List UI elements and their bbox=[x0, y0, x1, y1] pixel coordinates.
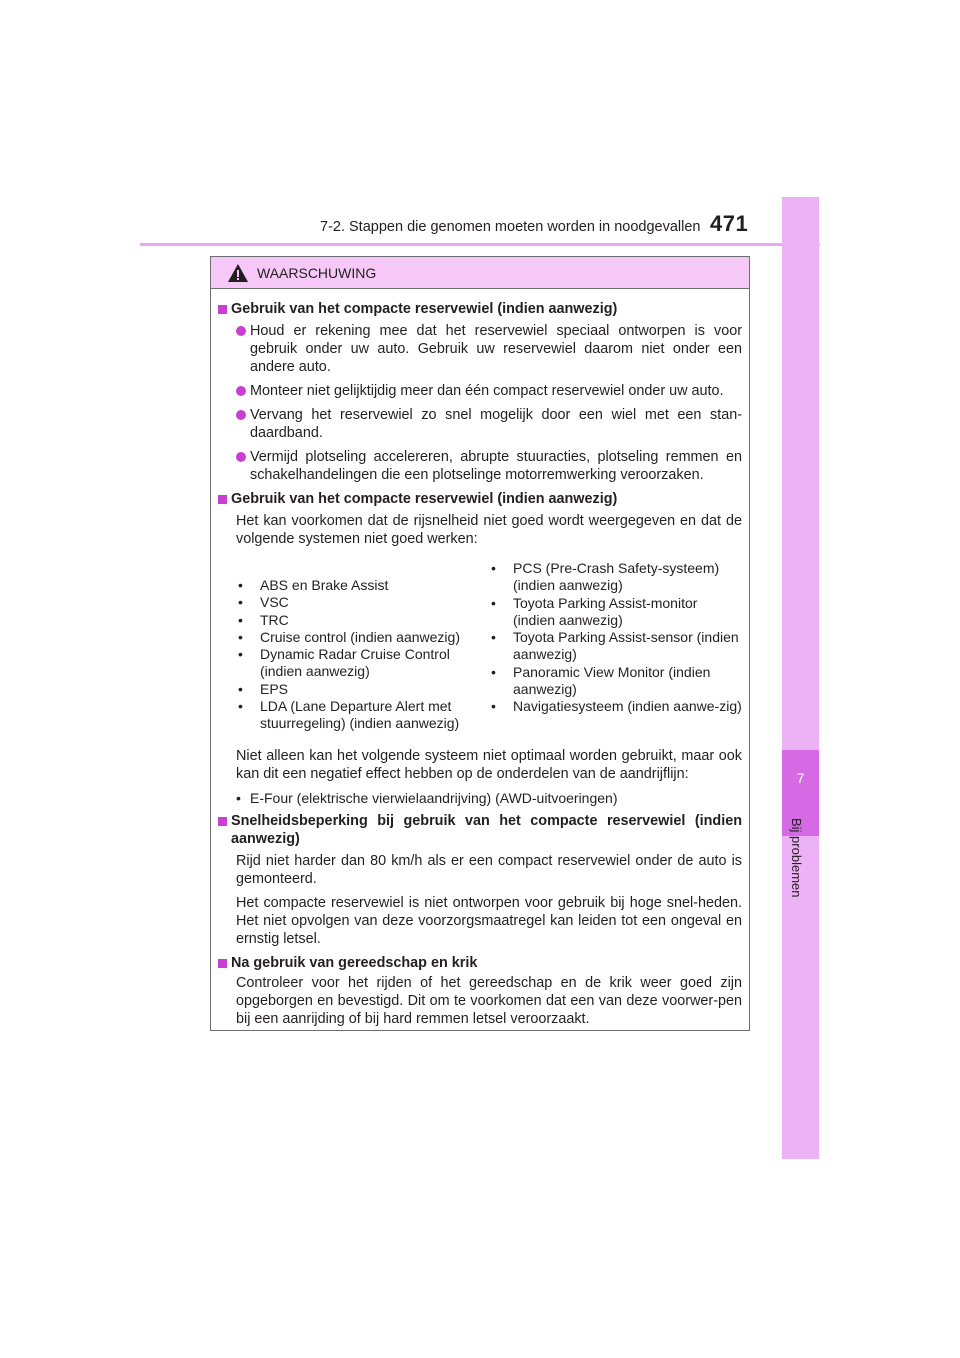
section-title: Gebruik van het compacte reservewiel (indien aanwezig) bbox=[218, 300, 742, 318]
chapter-tab bbox=[782, 197, 819, 1159]
list-item: • Cruise control (indien aanwezig) bbox=[238, 628, 460, 645]
list-item: • Panoramic View Monitor (indien aanwezig) bbox=[491, 663, 711, 698]
list-item: • LDA (Lane Departure Alert met stuurregeling) (indien aanwezig) bbox=[238, 698, 460, 732]
list-item: • E-Four (elektrische vierwielaandrijving) (AWD-uitvoeringen) bbox=[236, 789, 618, 806]
list-item: • VSC bbox=[238, 594, 289, 611]
paragraph: Controleer voor het rijden of het gereedschap en de krik weer goed zijn opgeborgen en bevestigd. Dit om te voorkomen dat een van deze voorwer-pen bij een aanrijding of bij hard remmen letsel veroorzaakt. bbox=[236, 974, 742, 1027]
paragraph: Rijd niet harder dan 80 km/h als er een compact reservewiel onder de auto is gemonteerd. bbox=[236, 852, 742, 887]
list-item: • EPS bbox=[238, 680, 289, 697]
systems-list bbox=[218, 560, 742, 733]
paragraph: Niet alleen kan het volgende systeem niet optimaal worden gebruikt, maar ook kan dit een negatief effect hebben op de onderdelen van de aandrijflijn: bbox=[236, 747, 742, 782]
chapter-label: Bij problemen bbox=[789, 818, 804, 898]
chapter-number: 7 bbox=[796, 770, 805, 786]
warning-body bbox=[211, 289, 749, 1028]
section-title: Na gebruik van gereedschap en krik bbox=[218, 954, 742, 972]
list-item: • Dynamic Radar Cruise Control (indien aanwezig) bbox=[238, 646, 450, 680]
warning-header bbox=[211, 257, 749, 289]
list-item: • Toyota Parking Assist-sensor (indien aanwezig) bbox=[491, 629, 739, 663]
bullet-item: Monteer niet gelijktijdig meer dan één compact reservewiel onder uw auto. bbox=[218, 382, 742, 400]
section-title: Snelheidsbeperking bij gebruik van het compacte reservewiel (indien aanwezig) bbox=[218, 812, 742, 848]
running-header: 7-2. Stappen die genomen moeten worden in noodgevallen bbox=[320, 219, 701, 235]
page-number: 471 bbox=[710, 211, 749, 236]
paragraph: Het compacte reservewiel is niet ontworpen voor gebruik bij hoge snel-heden. Het niet opvolgen van deze voorzorgsmaatregel kan leiden tot een ongeval en ernstig letsel. bbox=[236, 894, 742, 947]
list-item: • TRC bbox=[238, 611, 289, 628]
list-item: • PCS (Pre-Crash Safety-systeem) (indien aanwezig) bbox=[491, 560, 720, 594]
systems-list-left bbox=[236, 560, 489, 733]
bullet-item: Vervang het reservewiel zo snel mogelijk door een wiel met een stan-daardband. bbox=[218, 406, 742, 442]
list-item: • Toyota Parking Assist-monitor (indien aanwezig) bbox=[491, 594, 698, 628]
warning-box bbox=[210, 256, 750, 1031]
header-rule bbox=[140, 243, 820, 246]
bullet-item: Vermijd plotseling accelereren, abrupte stuuracties, plotseling remmen en schakelhandelingen die een plotselinge motorremwerking veroorzaken. bbox=[218, 448, 742, 484]
bullet-item: Houd er rekening mee dat het reservewiel speciaal ontworpen is voor gebruik onder uw auto. Gebruik uw reservewiel daarom niet onder een andere auto. bbox=[218, 322, 742, 376]
list-item: • Navigatiesysteem (indien aanwe-zig) bbox=[491, 698, 742, 715]
paragraph: Het kan voorkomen dat de rijsnelheid niet goed wordt weergegeven en dat de volgende systemen niet goed werken: bbox=[236, 513, 742, 547]
section-title: Gebruik van het compacte reservewiel (indien aanwezig) bbox=[218, 490, 742, 508]
list-item: • ABS en Brake Assist bbox=[238, 577, 389, 593]
systems-list-right bbox=[489, 560, 742, 733]
warning-triangle-icon bbox=[227, 263, 249, 283]
warning-title: WAARSCHUWING bbox=[257, 264, 377, 281]
